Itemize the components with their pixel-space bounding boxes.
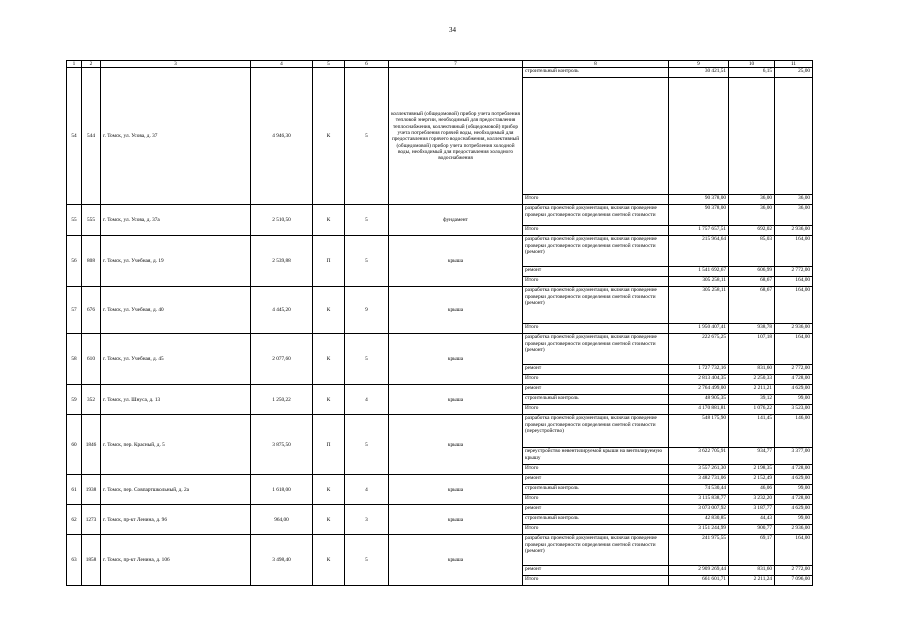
- cost-per-sqm: 934,77: [729, 448, 775, 465]
- cost-per-sqm: 2 152,49: [729, 475, 775, 485]
- address-cell: г. Томск, пр-кт Ленина, д. 96: [101, 505, 251, 535]
- cost-limit: 2 772,00: [775, 267, 813, 277]
- area-cell: 2 510,50: [251, 205, 313, 236]
- col-header: 7: [389, 61, 523, 68]
- cost-per-sqm: 2 211,24: [729, 576, 775, 586]
- cost-limit: 2 936,00: [775, 525, 813, 535]
- building-id: 1938: [82, 475, 101, 505]
- floors-cell: 5: [345, 535, 389, 586]
- work-stage-label: ремонт: [523, 505, 669, 515]
- cost-total: 90 378,00: [669, 195, 729, 205]
- cost-limit: 4 728,00: [775, 495, 813, 505]
- cost-per-sqm: 2 211,21: [729, 385, 775, 395]
- work-type: фундамент: [389, 205, 523, 236]
- cost-per-sqm: 39,12: [729, 395, 775, 405]
- cost-per-sqm: 938,78: [729, 324, 775, 334]
- work-stage-label: Итого: [523, 465, 669, 475]
- work-type: крыша: [389, 334, 523, 385]
- work-stage-label: строительный контроль: [523, 395, 669, 405]
- work-type: крыша: [389, 505, 523, 535]
- table-row: [67, 385, 813, 395]
- building-id: 544: [82, 68, 101, 205]
- work-stage-label: Итого: [523, 525, 669, 535]
- work-stage-label: переустройство невентилируемой крыши на вентилируемую крышу: [523, 448, 669, 465]
- row-number: 58: [67, 334, 82, 385]
- work-stage-label: разработка проектной документации, включая проведение проверки достоверности определения сметной стоимости (ремонт): [523, 334, 669, 365]
- cost-limit: 4 629,00: [775, 385, 813, 395]
- floors-cell: 9: [345, 287, 389, 334]
- work-stage-label: Итого: [523, 277, 669, 287]
- cost-per-sqm: 141,45: [729, 415, 775, 448]
- cost-limit: 4 728,00: [775, 465, 813, 475]
- cost-per-sqm: 2 250,33: [729, 375, 775, 385]
- area-cell: 1 618,00: [251, 475, 313, 505]
- area-cell: 2 539,88: [251, 236, 313, 287]
- cost-per-sqm: 107,18: [729, 334, 775, 365]
- cost-per-sqm: 3 187,77: [729, 505, 775, 515]
- work-stage-label: ремонт: [523, 365, 669, 375]
- cost-per-sqm: 831,60: [729, 566, 775, 576]
- cost-total: 3 151 244,99: [669, 525, 729, 535]
- cost-per-sqm: [729, 78, 775, 195]
- row-number: 61: [67, 475, 82, 505]
- cost-total: 90 378,00: [669, 205, 729, 226]
- cost-total: 1 541 692,67: [669, 267, 729, 277]
- cost-per-sqm: 2 198,35: [729, 465, 775, 475]
- cost-total: 4 170 881,81: [669, 405, 729, 415]
- cost-per-sqm: 831,60: [729, 365, 775, 375]
- cost-total: 548 175,90: [669, 415, 729, 448]
- cost-per-sqm: 36,00: [729, 195, 775, 205]
- floors-cell: 5: [345, 236, 389, 287]
- cost-per-sqm: 46,06: [729, 485, 775, 495]
- work-stage-label: Итого: [523, 405, 669, 415]
- work-stage-label: ремонт: [523, 566, 669, 576]
- cost-total: 2 813 404,35: [669, 375, 729, 385]
- work-stage-label: Итого: [523, 324, 669, 334]
- table-row: [67, 535, 813, 566]
- col-header: 11: [775, 61, 813, 68]
- work-stage-label: Итого: [523, 576, 669, 586]
- cost-total: 74 530,44: [669, 485, 729, 495]
- cost-total: 30 421,51: [669, 68, 729, 78]
- work-type: крыша: [389, 236, 523, 287]
- cost-per-sqm: 3 232,20: [729, 495, 775, 505]
- work-type: крыша: [389, 535, 523, 586]
- work-stage-label: разработка проектной документации, включая проведение проверки достоверности определения сметной стоимости (переустройство): [523, 415, 669, 448]
- cost-per-sqm: 68,67: [729, 287, 775, 324]
- cost-limit: 164,00: [775, 334, 813, 365]
- work-stage-label: Итого: [523, 226, 669, 236]
- cost-limit: 164,00: [775, 277, 813, 287]
- cost-limit: 99,00: [775, 515, 813, 525]
- cost-per-sqm: 68,67: [729, 277, 775, 287]
- cost-total: 3 115 838,77: [669, 495, 729, 505]
- row-number: 54: [67, 68, 82, 205]
- building-type: К: [313, 287, 345, 334]
- table-row: [67, 68, 813, 78]
- cost-total: 222 675,25: [669, 334, 729, 365]
- cost-limit: 2 772,00: [775, 566, 813, 576]
- col-header: 9: [669, 61, 729, 68]
- floors-cell: 5: [345, 68, 389, 205]
- col-header: 4: [251, 61, 313, 68]
- floors-cell: 3: [345, 505, 389, 535]
- cost-per-sqm: 85,03: [729, 236, 775, 267]
- building-type: К: [313, 334, 345, 385]
- floors-cell: 4: [345, 385, 389, 415]
- cost-limit: 2 936,00: [775, 324, 813, 334]
- cost-per-sqm: 36,00: [729, 205, 775, 226]
- work-stage-label: Итого: [523, 495, 669, 505]
- area-cell: 2 077,60: [251, 334, 313, 385]
- address-cell: г. Томск, ул. Усова, д. 37а: [101, 205, 251, 236]
- work-stage-label: ремонт: [523, 267, 669, 277]
- cost-total: 1 950 407,41: [669, 324, 729, 334]
- cost-total: 2 909 269,44: [669, 566, 729, 576]
- cost-total: [669, 78, 729, 195]
- table-row: [67, 287, 813, 324]
- cost-limit: 164,00: [775, 236, 813, 267]
- work-type: крыша: [389, 287, 523, 334]
- building-type: К: [313, 68, 345, 205]
- row-number: 60: [67, 415, 82, 475]
- work-stage-label: разработка проектной документации, включая проведение проверки достоверности определения сметной стоимости: [523, 205, 669, 226]
- building-id: 352: [82, 385, 101, 415]
- table-row: [67, 236, 813, 267]
- work-stage-label: строительный контроль: [523, 515, 669, 525]
- building-id: 555: [82, 205, 101, 236]
- cost-total: 241 975,55: [669, 535, 729, 566]
- building-type: К: [313, 505, 345, 535]
- cost-limit: 99,00: [775, 395, 813, 405]
- work-stage-label: Итого: [523, 375, 669, 385]
- area-cell: 4 946,30: [251, 68, 313, 205]
- cost-limit: 99,00: [775, 485, 813, 495]
- address-cell: г. Томск, пр-кт Ленина, д. 106: [101, 535, 251, 586]
- building-id: 808: [82, 236, 101, 287]
- cost-limit: 2 772,00: [775, 365, 813, 375]
- building-type: П: [313, 236, 345, 287]
- cost-total: 1 727 732,16: [669, 365, 729, 375]
- cost-per-sqm: 44,43: [729, 515, 775, 525]
- work-type: крыша: [389, 415, 523, 475]
- header-row: [67, 61, 813, 68]
- building-type: К: [313, 535, 345, 586]
- table-row: [67, 205, 813, 226]
- work-stage-label: строительный контроль: [523, 68, 669, 78]
- cost-total: 42 830,85: [669, 515, 729, 525]
- area-cell: 1 250,22: [251, 385, 313, 415]
- work-stage-label: разработка проектной документации, включая проведение проверки достоверности определения сметной стоимости (ремонт): [523, 236, 669, 267]
- building-id: 676: [82, 287, 101, 334]
- address-cell: г. Томск, ул. Учебная, д. 19: [101, 236, 251, 287]
- area-cell: 3 875,50: [251, 415, 313, 475]
- address-cell: г. Томск, ул. Учебная, д. 40: [101, 287, 251, 334]
- cost-total: 3 557 261,30: [669, 465, 729, 475]
- cost-per-sqm: 900,77: [729, 525, 775, 535]
- cost-per-sqm: 692,02: [729, 226, 775, 236]
- work-stage-label: ремонт: [523, 385, 669, 395]
- cost-total: 3 622 705,91: [669, 448, 729, 465]
- cost-total: 48 905,35: [669, 395, 729, 405]
- cost-limit: 3 377,00: [775, 448, 813, 465]
- address-cell: г. Томск, ул. Шнуса, д. 13: [101, 385, 251, 415]
- cost-limit: 3 523,00: [775, 405, 813, 415]
- floors-cell: 5: [345, 205, 389, 236]
- table-row: [67, 505, 813, 515]
- page-number: 34: [449, 26, 456, 34]
- work-stage-label: строительный контроль: [523, 485, 669, 495]
- area-cell: 4 445,20: [251, 287, 313, 334]
- cost-limit: 7 096,00: [775, 576, 813, 586]
- building-type: К: [313, 205, 345, 236]
- col-header: 5: [313, 61, 345, 68]
- cost-total: 305 258,11: [669, 287, 729, 324]
- row-number: 63: [67, 535, 82, 586]
- cost-total: 215 964,64: [669, 236, 729, 267]
- cost-limit: 146,00: [775, 415, 813, 448]
- work-stage-label: [523, 78, 669, 195]
- address-cell: г. Томск, пер. Красный, д. 5: [101, 415, 251, 475]
- area-cell: 964,00: [251, 505, 313, 535]
- area-cell: 3 498,40: [251, 535, 313, 586]
- col-header: 3: [101, 61, 251, 68]
- cost-total: 661 601,71: [669, 576, 729, 586]
- table-row: [67, 475, 813, 485]
- cost-limit: 25,00: [775, 68, 813, 78]
- building-id: 1273: [82, 505, 101, 535]
- cost-limit: 2 936,00: [775, 226, 813, 236]
- building-id: 1858: [82, 535, 101, 586]
- work-stage-label: разработка проектной документации, включая проведение проверки достоверности определения сметной стоимости (ремонт): [523, 535, 669, 566]
- work-type: коллективный (общедомовой) прибор учета потребления тепловой энергии, необходимый для предоставления теплоснабжения, коллективный (общедомовой) прибор учета потребления горячей воды, необходимый для предоставления горячего водоснабжения, коллективный (общедомовой) прибор учета потребления холодной воды, необходимый для предоставления холодного водоснабжения: [389, 68, 523, 205]
- floors-cell: 5: [345, 334, 389, 385]
- cost-per-sqm: 1 076,22: [729, 405, 775, 415]
- cost-total: 3 482 731,06: [669, 475, 729, 485]
- work-stage-label: Итого: [523, 195, 669, 205]
- building-type: К: [313, 475, 345, 505]
- row-number: 59: [67, 385, 82, 415]
- cost-per-sqm: 69,17: [729, 535, 775, 566]
- cost-total: 305 258,11: [669, 277, 729, 287]
- address-cell: г. Томск, ул. Учебная, д. 45: [101, 334, 251, 385]
- building-id: 610: [82, 334, 101, 385]
- cost-total: 1 757 657,51: [669, 226, 729, 236]
- cost-limit: 36,00: [775, 195, 813, 205]
- cost-limit: 4 629,00: [775, 505, 813, 515]
- row-number: 62: [67, 505, 82, 535]
- row-number: 56: [67, 236, 82, 287]
- cost-limit: 164,00: [775, 287, 813, 324]
- table-row: [67, 415, 813, 448]
- cost-limit: [775, 78, 813, 195]
- cost-limit: 164,00: [775, 535, 813, 566]
- col-header: 6: [345, 61, 389, 68]
- col-header: 1: [67, 61, 82, 68]
- address-cell: г. Томск, ул. Усова, д. 37: [101, 68, 251, 205]
- work-type: крыша: [389, 475, 523, 505]
- floors-cell: 5: [345, 415, 389, 475]
- cost-limit: 36,00: [775, 205, 813, 226]
- work-stage-label: разработка проектной документации, включая проведение проверки достоверности определения сметной стоимости (ремонт): [523, 287, 669, 324]
- row-number: 55: [67, 205, 82, 236]
- building-type: К: [313, 385, 345, 415]
- row-number: 57: [67, 287, 82, 334]
- cost-per-sqm: 6,15: [729, 68, 775, 78]
- col-header: 8: [523, 61, 669, 68]
- address-cell: г. Томск, пер. Совпартшкольный, д. 2а: [101, 475, 251, 505]
- cost-per-sqm: 606,99: [729, 267, 775, 277]
- col-header: 10: [729, 61, 775, 68]
- floors-cell: 4: [345, 475, 389, 505]
- building-type: П: [313, 415, 345, 475]
- building-id: 1846: [82, 415, 101, 475]
- cost-total: 3 073 007,92: [669, 505, 729, 515]
- cost-total: 2 764 499,00: [669, 385, 729, 395]
- work-type: крыша: [389, 385, 523, 415]
- repair-program-table: [66, 60, 813, 586]
- col-header: 2: [82, 61, 101, 68]
- cost-limit: 4 629,00: [775, 475, 813, 485]
- table-row: [67, 334, 813, 365]
- work-stage-label: ремонт: [523, 475, 669, 485]
- cost-limit: 4 728,00: [775, 375, 813, 385]
